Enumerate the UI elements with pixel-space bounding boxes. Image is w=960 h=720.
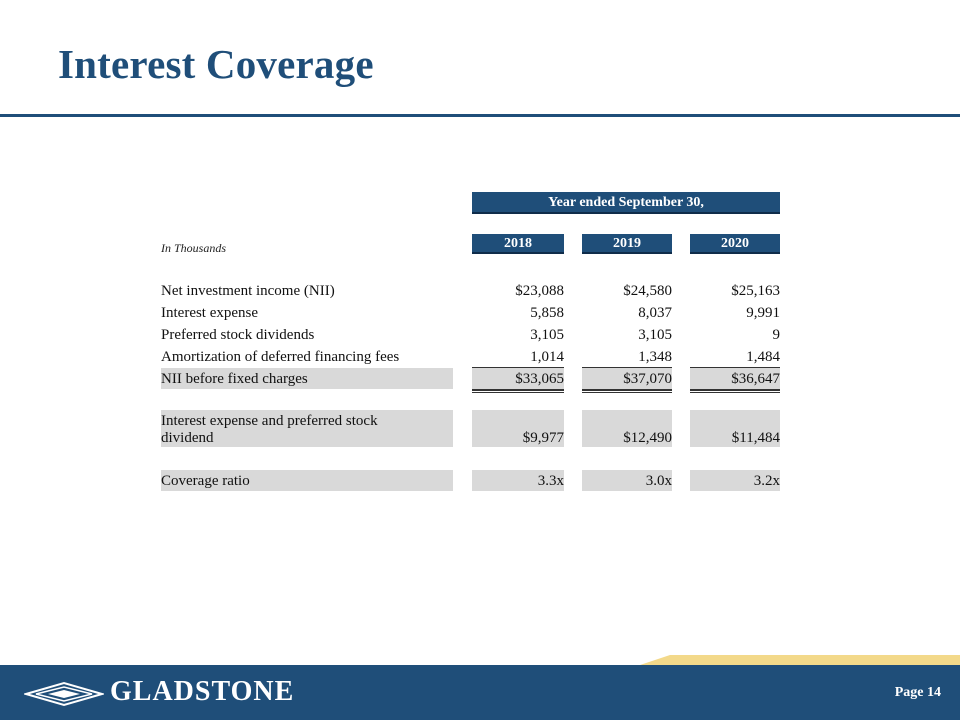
cell-coverage-2018: 3.3x bbox=[537, 473, 564, 489]
units-label: In Thousands bbox=[161, 241, 227, 255]
cell-nii-before-2019: $37,070 bbox=[623, 371, 672, 387]
cell-coverage-2019: 3.0x bbox=[645, 473, 672, 489]
total-double-rule-2019 bbox=[582, 389, 672, 393]
cell-interest-preferred-2018: $9,977 bbox=[522, 430, 564, 446]
cell-amortization-2018: 1,014 bbox=[530, 349, 564, 365]
cell-interest-2020: 9,991 bbox=[746, 305, 780, 321]
footer-accent-bevel bbox=[640, 655, 670, 665]
row-label-interest-preferred-line2: dividend bbox=[161, 430, 214, 446]
row-label-amortization: Amortization of deferred financing fees bbox=[161, 349, 400, 365]
cell-amortization-2020: 1,484 bbox=[746, 349, 780, 365]
total-double-rule-2020 bbox=[690, 389, 780, 393]
row-label-interest-expense: Interest expense bbox=[161, 305, 259, 321]
gladstone-logo-icon bbox=[24, 681, 104, 707]
total-double-rule-2018 bbox=[472, 389, 564, 393]
row-label-interest-preferred-line1: Interest expense and preferred stock bbox=[161, 413, 378, 429]
cell-amortization-2019: 1,348 bbox=[638, 349, 672, 365]
year-header-2019: 2019 bbox=[582, 234, 672, 254]
footer-accent-stripe bbox=[670, 655, 960, 665]
cell-nii-2019: $24,580 bbox=[623, 283, 672, 299]
cell-nii-2020: $25,163 bbox=[731, 283, 780, 299]
page-number: Page 14 bbox=[894, 685, 941, 700]
cell-nii-before-2020: $36,647 bbox=[731, 371, 780, 387]
row-label-coverage-ratio: Coverage ratio bbox=[161, 473, 250, 489]
year-header-2018: 2018 bbox=[472, 234, 564, 254]
cell-interest-2019: 8,037 bbox=[638, 305, 672, 321]
year-group-header: Year ended September 30, bbox=[472, 192, 780, 214]
cell-preferred-2019: 3,105 bbox=[638, 327, 672, 343]
cell-interest-preferred-2019: $12,490 bbox=[623, 430, 672, 446]
cell-interest-preferred-2020: $11,484 bbox=[731, 430, 780, 446]
row-label-nii-before-fixed: NII before fixed charges bbox=[161, 371, 308, 387]
cell-interest-2018: 5,858 bbox=[530, 305, 564, 321]
row-label-preferred-dividends: Preferred stock dividends bbox=[161, 327, 315, 343]
row-label-nii: Net investment income (NII) bbox=[161, 283, 335, 299]
title-divider bbox=[0, 114, 960, 117]
cell-nii-2018: $23,088 bbox=[515, 283, 564, 299]
cell-preferred-2018: 3,105 bbox=[530, 327, 564, 343]
year-header-2020: 2020 bbox=[690, 234, 780, 254]
page-title: Interest Coverage bbox=[58, 41, 374, 87]
cell-preferred-2020: 9 bbox=[772, 327, 780, 343]
company-wordmark: GLADSTONE bbox=[110, 676, 295, 707]
cell-coverage-2020: 3.2x bbox=[753, 473, 780, 489]
cell-nii-before-2018: $33,065 bbox=[515, 371, 564, 387]
